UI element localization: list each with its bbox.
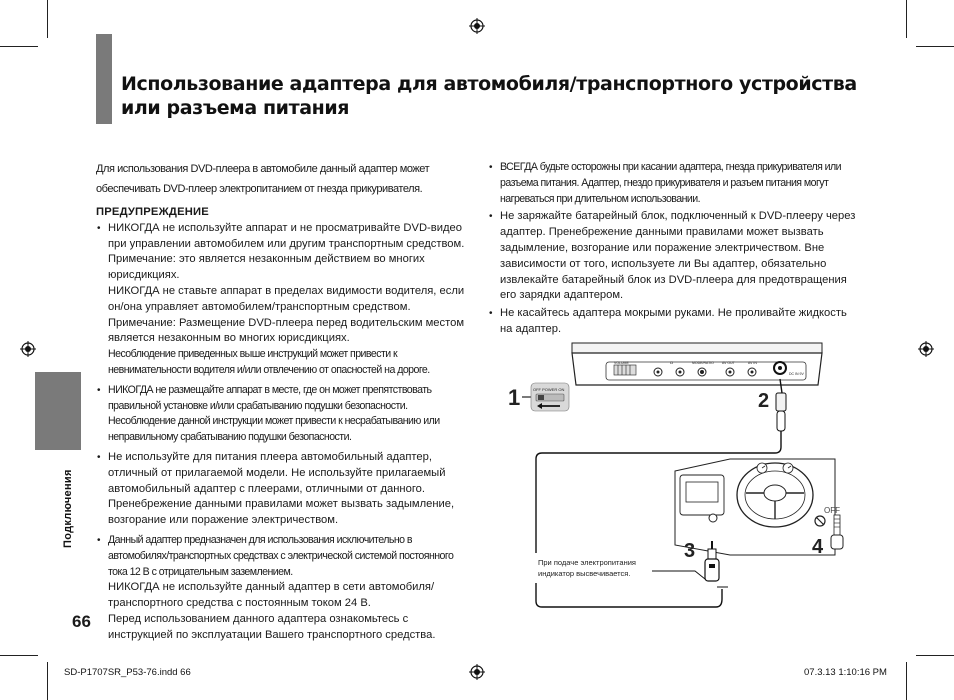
list-item	[488, 306, 860, 338]
footer-file: SD-P1707SR_P53-76.indd 66	[64, 667, 191, 678]
registration-mark-icon	[469, 664, 485, 680]
crop-mark	[906, 662, 907, 700]
car-adapter-diagram	[500, 335, 860, 615]
switch-labels: OFF POWER ON	[533, 387, 565, 392]
panel-label: AV IN	[748, 361, 757, 365]
bullet-text: Перед использованием данного адаптера ознакомьтесь с инструкцией по эксплуатации Вашего транспортного средства.	[108, 612, 436, 641]
panel-label: AV OUT	[722, 361, 735, 365]
bullet-text: Несоблюдение приведенных выше инструкций может привести к невнимательности водителя и/или отвлечению от опасностей на дороге.	[108, 348, 430, 376]
bullet-text: НИКОГДА не используйте данный адаптер в сети автомобиля/транспортного средства с постоянным током 24 В.	[108, 581, 435, 610]
registration-mark-icon	[469, 18, 485, 34]
bullet-text: НИКОГДА не ставьте аппарат в пределах видимости водителя, если он/она управляет автомобилем/транспортным средством. Примечание: Размещение DVD-плеера перед водительским местом является незаконным во многих юрисдикциях.	[108, 284, 465, 345]
bullet-text: • Не заряжайте батарейный блок, подключенный к DVD-плееру через адаптер. Пренебрежение данными правилами может вызвать задымление, возгорание или поражение электричеством. Вне зависимости от того, используете ли Вы адаптер, обязательно извлекайте батарейный блок из DVD-плеера для предотвращения его зарядки адаптером.	[500, 210, 856, 302]
bullet-text: • Не касайтесь адаптера мокрыми руками. Не проливайте жидкость на адаптер.	[500, 307, 847, 335]
footer-datetime: 07.3.13 1:10:16 PM	[804, 667, 887, 678]
off-label: OFF	[824, 506, 840, 515]
bullet-text: • НИКОГДА не размещайте аппарат в месте, где он может препятствовать правильной установке и/или срабатыванию подушки безопасности. Несоблюдение данной инструкции может привести к несрабатыванию или неправильному срабатыванию подушки безопасности.	[108, 383, 440, 444]
step-number: 2	[758, 390, 770, 412]
right-column	[488, 160, 860, 338]
step-number: 3	[684, 540, 696, 562]
intro-paragraph: Для использования DVD-плеера в автомобиле данный адаптер может обеспечивать DVD-плеер электропитанием от гнезда прикуривателя.	[96, 163, 430, 195]
section-label: Подключения	[62, 469, 74, 548]
crop-mark	[47, 662, 48, 700]
car-dashboard-illustration	[675, 459, 835, 555]
page-title	[121, 72, 901, 120]
step-number: 4	[812, 536, 824, 558]
bullet-text: • ВСЕГДА будьте осторожны при касании адаптера, гнезда прикуривателя или разъема питания. Адаптер, гнездо прикуривателя и разъем питания могут нагреваться при длительном использовании.	[500, 161, 842, 205]
bullet-text: • НИКОГДА не используйте аппарат и не просматривайте DVD-видео при управлении автомобилем или другим транспортным средством. Примечание: это является незаконным действием во многих юрисдикциях.	[108, 221, 465, 282]
title-line-2: или разъема питания	[121, 97, 350, 119]
crop-mark	[0, 46, 38, 47]
title-line-1: Использование адаптера для автомобиля/транспортного устройства	[121, 73, 857, 95]
warning-list	[96, 221, 466, 644]
title-accent-bar	[96, 34, 112, 124]
bullet-text: • Данный адаптер предназначен для использования исключительно в автомобилях/транспортных средствах с электрической системой постоянного тока 12 В с отрицательным заземлением.	[108, 533, 454, 578]
list-item	[488, 209, 860, 304]
registration-mark-icon	[918, 341, 934, 357]
list-item	[96, 533, 466, 644]
list-item	[488, 160, 860, 207]
crop-mark	[906, 0, 907, 38]
warning-heading: ПРЕДУПРЕЖДЕНИЕ	[96, 206, 209, 218]
section-tab	[35, 372, 81, 450]
list-item	[96, 450, 466, 529]
panel-label: Ω	[670, 360, 673, 365]
caption-line: При подаче электропитания	[538, 558, 636, 567]
caution-list	[488, 160, 860, 338]
list-item	[96, 383, 466, 446]
crop-mark	[47, 0, 48, 38]
left-column	[96, 159, 466, 644]
caption-line: индикатор высвечивается.	[538, 569, 631, 578]
registration-mark-icon	[20, 341, 36, 357]
page-number: 66	[72, 612, 91, 631]
crop-mark	[916, 46, 954, 47]
crop-mark	[0, 655, 38, 656]
power-switch-illustration	[531, 383, 569, 411]
panel-label: MODE/RATIO	[692, 361, 714, 365]
bullet-text: • Не используйте для питания плеера автомобильный адаптер, отличный от прилагаемой модели. Не используйте прилагаемый автомобильный адаптер с плеерами, отличными от данного. Пренебрежение данными правилами может вызвать задымление, возгорание или поражение электричеством.	[108, 450, 455, 527]
panel-label: VOLUME	[614, 361, 629, 365]
crop-mark	[916, 655, 954, 656]
dc-in-label: DC IN 9V	[789, 372, 804, 376]
list-item	[96, 221, 466, 379]
step-number: 1	[508, 385, 521, 410]
dvd-player-illustration	[572, 343, 822, 385]
